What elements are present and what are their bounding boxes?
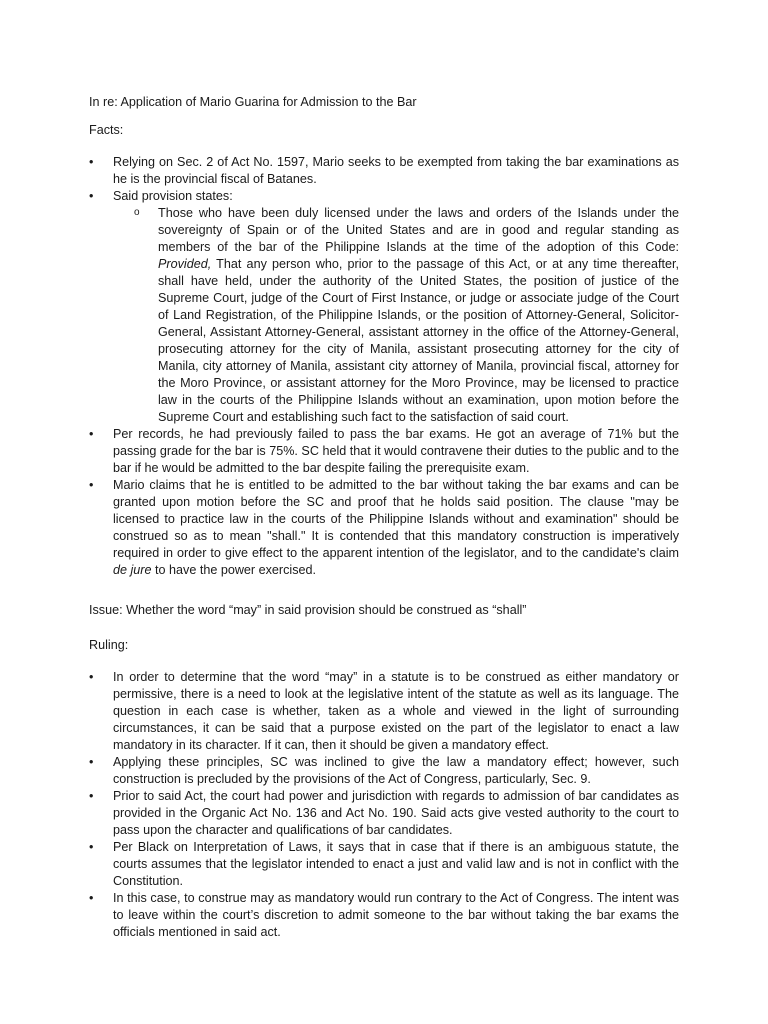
ruling-item: • Per Black on Interpretation of Laws, it says that in case that if there is an ambiguous statute, the courts assumes that the legislator intended to enact a just and valid law and is not in conflict with the Constitution. — [89, 839, 679, 890]
fact-text-after: to have the power exercised. — [151, 563, 317, 577]
fact-item — [89, 154, 679, 188]
ruling-list — [89, 669, 679, 941]
provision-part-1: Those who have been duly licensed under the laws and orders of the Islands under the sovereignty of Spain or of the United States and are in good and regular standing as members of the bar of the Philippine Islands at the time of the adoption of this Code: — [158, 206, 679, 254]
issue-statement: Issue: Whether the word “may” in said provision should be construed as “shall” — [89, 603, 527, 617]
facts-heading: Facts: — [89, 123, 124, 137]
provision-part-2: That any person who, prior to the passage of this Act, or at any time thereafter, shall have held, under the authority of the United States, the position of justice of the Supreme Court, judge of the Court of First Instance, or judge or associate judge of the Court of Land Registration, of the Philippine Islands, or the position of Attorney-General, Solicitor-General, Assistant Attorney-General, assistant attorney in the office of the Attorney-General, prosecuting attorney for the city of Manila, assistant prosecuting attorney for the city of Manila, city attorney of Manila, assistant city attorney of Manila, provincial fiscal, attorney for the Moro Province, or assistant attorney for the Moro Province, may be licensed to practice law in the courts of the Philippine Islands without an examination, upon motion before the Supreme Court and establishing such fact to the satisfaction of said court. — [158, 257, 679, 424]
ruling-item: • In this case, to construe may as mandatory would run contrary to the Act of Congress. The intent was to leave within the court’s discretion to admit someone to the bar without taking the bar exams the officials mentioned in said act. — [89, 890, 679, 941]
quoted-provision — [158, 205, 679, 426]
fact-text: Per records, he had previously failed to pass the bar exams. He got an average of 71% but the passing grade for the bar is 75%. SC held that it would contravene their duties to the public and to the bar if he would be admitted to the bar despite failing the prerequisite exam. — [113, 427, 679, 475]
fact-item — [89, 477, 679, 579]
fact-text: Said provision states: — [113, 189, 233, 203]
fact-text-before: Mario claims that he is entitled to be admitted to the bar without taking the bar exams and can be granted upon motion before the SC and proof that he holds said position. The clause "may be licensed to practice law in the courts of the Philippine Islands without and examination" should be construed so as to mean "shall." It is contended that this mandatory construction is imperatively required in order to give effect to the apparent intention of the legislator, and to the candidate's claim — [113, 478, 679, 560]
fact-text: Relying on Sec. 2 of Act No. 1597, Mario seeks to be exempted from taking the bar examinations as he is the provincial fiscal of Batanes. — [113, 155, 679, 186]
ruling-heading: Ruling: — [89, 638, 129, 652]
fact-item — [89, 426, 679, 477]
ruling-item: • Applying these principles, SC was inclined to give the law a mandatory effect; however, such construction is precluded by the provisions of the Act of Congress, particularly, Sec. 9. — [89, 754, 679, 788]
facts-list — [89, 154, 679, 579]
ruling-item: • Prior to said Act, the court had power and jurisdiction with regards to admission of bar candidates as provided in the Organic Act No. 136 and Act No. 190. Said acts give vested authority to the court to pass upon the character and qualifications of bar candidates. — [89, 788, 679, 839]
fact-italic: de jure — [113, 563, 152, 577]
ruling-item: • In order to determine that the word “may” in a statute is to be construed as either mandatory or permissive, there is a need to look at the legislative intent of the statute as well as its language. The question in each case is whether, taken as a whole and viewed in the light of surrounding circumstances, it can be said that a purpose existed on the part of the legislator to enact a law mandatory in its character. If it can, then it should be given a mandatory effect. — [89, 669, 679, 754]
case-title: In re: Application of Mario Guarina for Admission to the Bar — [89, 95, 417, 109]
provision-sublist — [113, 205, 679, 426]
provision-italic: Provided, — [158, 257, 212, 271]
fact-item — [89, 188, 679, 426]
